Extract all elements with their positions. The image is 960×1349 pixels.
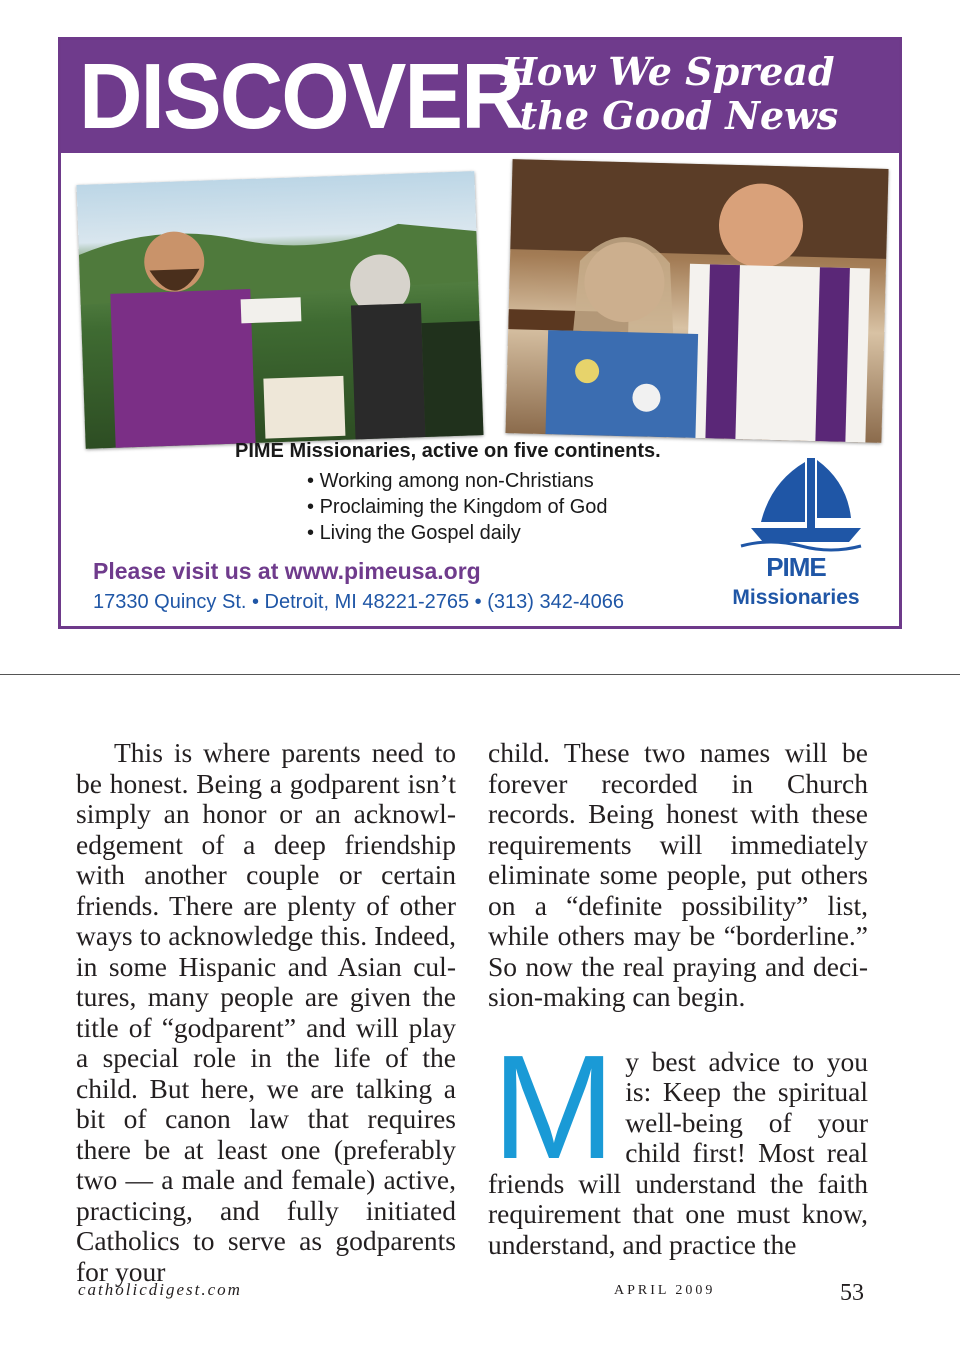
ad-bullet-list: [235, 468, 755, 546]
dropcap-paragraph-text: y best advice to you is: Keep the spiritual well-being of your child first! Most real friends will understand the faith requirement that one must know, understand, and practice the: [488, 1045, 868, 1260]
ship-icon: [711, 452, 881, 552]
photo-priest-woman: [505, 159, 888, 443]
ad-bullet: • Proclaiming the Kingdom of God: [307, 494, 755, 520]
ad-body: [235, 438, 755, 546]
ad-bullet: • Working among non-Christians: [307, 468, 755, 494]
ad-tagline: [489, 50, 869, 138]
ad-website-link[interactable]: Please visit us at www.pimeusa.org: [93, 558, 481, 584]
pime-logo: [711, 452, 881, 612]
photo-priest-woman-drawing: [505, 159, 888, 443]
pime-logo-word: PIME: [766, 552, 826, 582]
page-divider: [0, 674, 960, 675]
page-number: 53: [840, 1280, 864, 1306]
ad-bullet: • Living the Gospel daily: [307, 520, 755, 546]
photo-priest-communion: [77, 171, 484, 449]
drop-cap: M: [492, 1024, 616, 1190]
article-paragraph: child. These two names will be forever recorded in Church records. Being honest with these requirements will immediately eliminate some people, put others on a “definite possibility” list, while others may be “borderline.” So now the real praying and decision-making can begin.: [488, 737, 868, 1012]
pime-advertisement: [58, 37, 902, 629]
photo-priest-communion-drawing: [77, 171, 484, 449]
article-paragraph-dropcap: [488, 1024, 868, 1261]
ad-headline: PIME Missionaries, active on five continents.: [235, 440, 661, 462]
article-paragraph: This is where parents need to be honest. Being a godparent isn’t simply an honor or an acknowledgement of a deep friendship with another couple or certain friends. There are plenty of other ways to acknowledge this. Indeed, in some Hispanic and Asian cultures, many people are given the title of “godparent” and will play a special role in the life of the child. But here, we are talking a bit of canon law that requires there be at least one (preferably two — a male and female) active, practicing, and fully initiated Catholics to serve as godparents for your: [76, 737, 456, 1287]
ad-header-band: [61, 40, 899, 153]
footer-website: catholicdigest.com: [78, 1280, 242, 1299]
article-column-right: [488, 738, 868, 1260]
footer-issue-date: APRIL 2009: [614, 1283, 716, 1298]
article-column-left: [76, 738, 456, 1287]
ad-tagline-line2: the Good News: [519, 93, 839, 138]
ad-tagline-line1: How We Spread: [501, 49, 835, 94]
ad-discover-title: DISCOVER: [79, 44, 523, 148]
pime-logo-subtitle: Missionaries: [732, 586, 860, 609]
ad-address: 17330 Quincy St. • Detroit, MI 48221-2765 • (313) 342-4066: [93, 591, 624, 613]
